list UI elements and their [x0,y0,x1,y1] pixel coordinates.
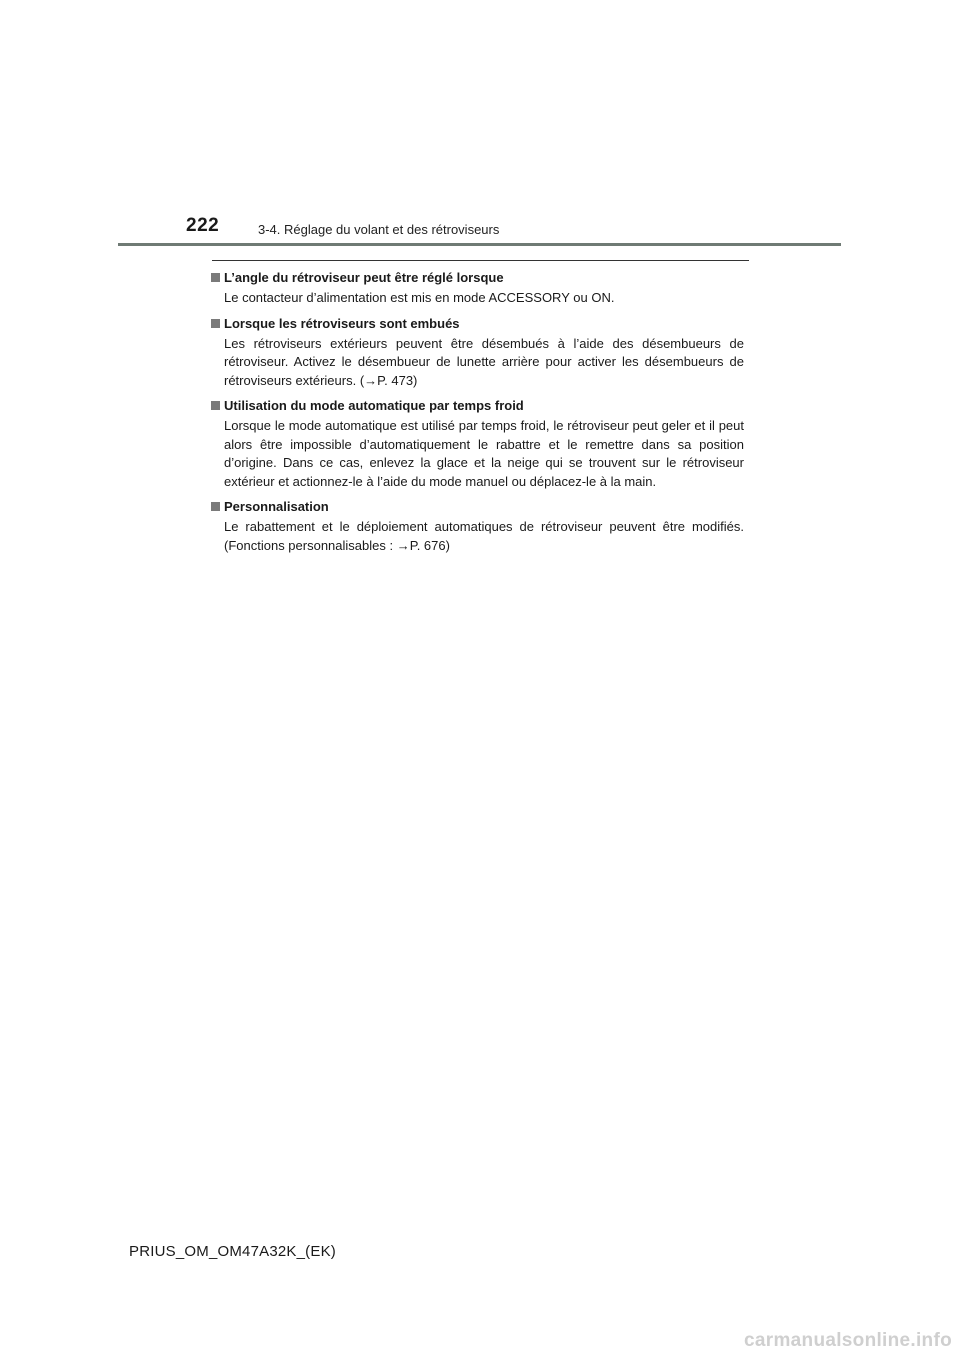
section-cold-weather [211,396,744,491]
section-heading [211,497,744,516]
section-body: Le contacteur d’alimentation est mis en mode ACCESSORY ou ON. [224,290,615,305]
square-bullet-icon [211,502,220,511]
square-bullet-icon [211,401,220,410]
document-code: PRIUS_OM_OM47A32K_(EK) [129,1243,336,1260]
content-area [211,268,744,561]
section-heading [211,268,744,287]
section-mirror-fogged [211,314,744,391]
section-body: Lorsque le mode automatique est utilisé par temps froid, le rétroviseur peut geler et il peut alors être impossible d’automatiquement le rabattre et le remettre dans sa position d’origine. Dans ce cas, enlevez la glace et la neige qui se trouvent sur le rétroviseur extérieur et actionnez-le à l’aide du mode manuel ou déplacez-le à la main. [224,418,744,489]
header-divider [118,243,841,246]
section-heading [211,314,744,333]
section-title: 3-4. Réglage du volant et des rétroviseurs [258,222,500,237]
section-body: Le rabattement et le déploiement automatiques de rétroviseur peuvent être modifiés. (Fonctions personnalisables : →P. 676) [224,519,744,553]
square-bullet-icon [211,273,220,282]
page-number: 222 [186,215,220,236]
section-body: Les rétroviseurs extérieurs peuvent être désembués à l’aide des désembueurs de rétroviseur. Activez le désembueur de lunette arrière pour activer les désembueurs de rétroviseurs extérieurs. (→P. 473) [224,335,744,388]
watermark: carmanualsonline.info [744,1330,952,1351]
section-heading-text: Lorsque les rétroviseurs sont embués [224,315,460,331]
section-heading-text: Utilisation du mode automatique par temps froid [224,398,524,413]
section-heading [211,396,744,415]
content-divider [212,260,749,261]
section-mirror-angle [211,268,744,308]
section-customization [211,497,744,555]
section-heading-text: L’angle du rétroviseur peut être réglé lorsque [224,270,504,285]
square-bullet-icon [211,319,220,328]
section-heading-text: Personnalisation [224,499,329,514]
